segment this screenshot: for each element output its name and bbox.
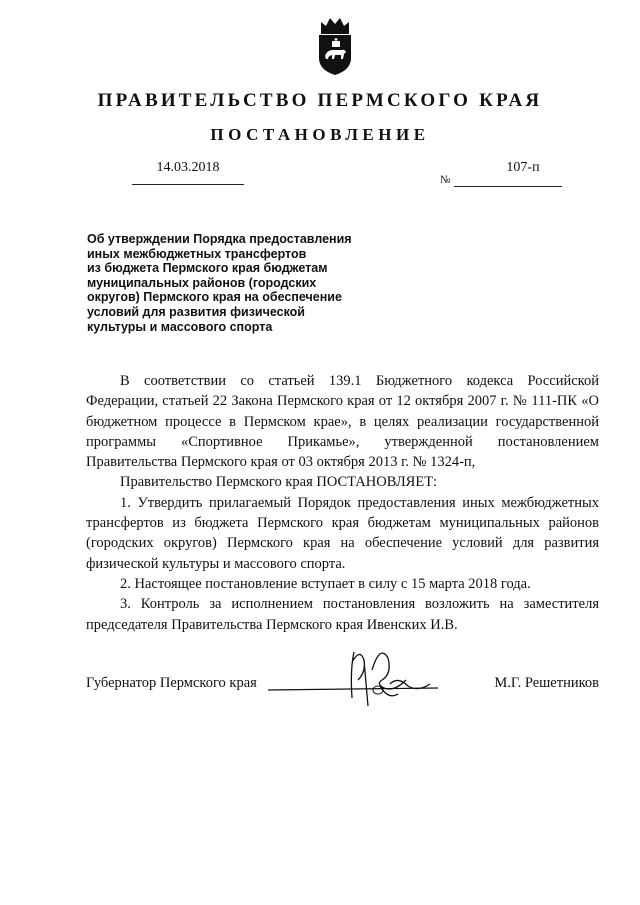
number-sign: №	[440, 174, 451, 186]
subject-line: округов) Пермского края на обеспечение	[87, 290, 342, 305]
signer-name: М.Г. Решетников	[494, 675, 599, 691]
document-type-title: ПОСТАНОВЛЕНИЕ	[210, 125, 430, 144]
body-paragraph: 1. Утвердить прилагаемый Порядок предоставления иных межбюджетных трансфертов из бюджета Пермского края бюджетам муниципальных районов (городских округов) Пермского края на обеспечение условий для развития физической культуры и массового спорта.	[86, 494, 599, 572]
number-underline	[454, 186, 562, 187]
subject-line: из бюджета Пермского края бюджетам	[87, 261, 328, 276]
subject-line: Об утверждении Порядка предоставления	[87, 232, 352, 246]
body-paragraph: Правительство Пермского края ПОСТАНОВЛЯЕТ:	[120, 474, 438, 491]
document-date-block	[132, 160, 244, 185]
document-number: 107-п	[506, 160, 540, 175]
date-underline	[132, 184, 244, 185]
subject-line: условий для развития физической	[87, 304, 305, 319]
subject-line: муниципальных районов (городских	[87, 275, 317, 290]
signature-row	[86, 675, 599, 705]
document-body	[86, 371, 599, 635]
perm-krai-coat-of-arms-icon	[315, 14, 355, 76]
document-date: 14.03.2018	[156, 160, 220, 175]
document-subject	[87, 232, 387, 334]
body-paragraph: 3. Контроль за исполнением постановления возложить на заместителя председателя Правительства Пермского края Ивенских И.В.	[86, 596, 599, 633]
body-paragraph: В соответствии со статьей 139.1 Бюджетного кодекса Российской Федерации, статьей 22 Закона Пермского края от 12 октября 2007 г. № 111-ПК «О бюджетном процессе в Пермском крае», в целях реализации государственной программы «Спортивное Прикамье», утвержденной постановлением Правительства Пермского края от 03 октября 2013 г. № 1324-п,	[86, 373, 599, 471]
signer-position: Губернатор Пермского края	[86, 675, 257, 691]
subject-line: культуры и массового спорта	[87, 319, 273, 334]
body-paragraph: 2. Настоящее постановление вступает в силу с 15 марта 2018 года.	[120, 575, 531, 592]
subject-line: иных межбюджетных трансфертов	[87, 246, 307, 261]
government-title: ПРАВИТЕЛЬСТВО ПЕРМСКОГО КРАЯ	[97, 90, 543, 111]
